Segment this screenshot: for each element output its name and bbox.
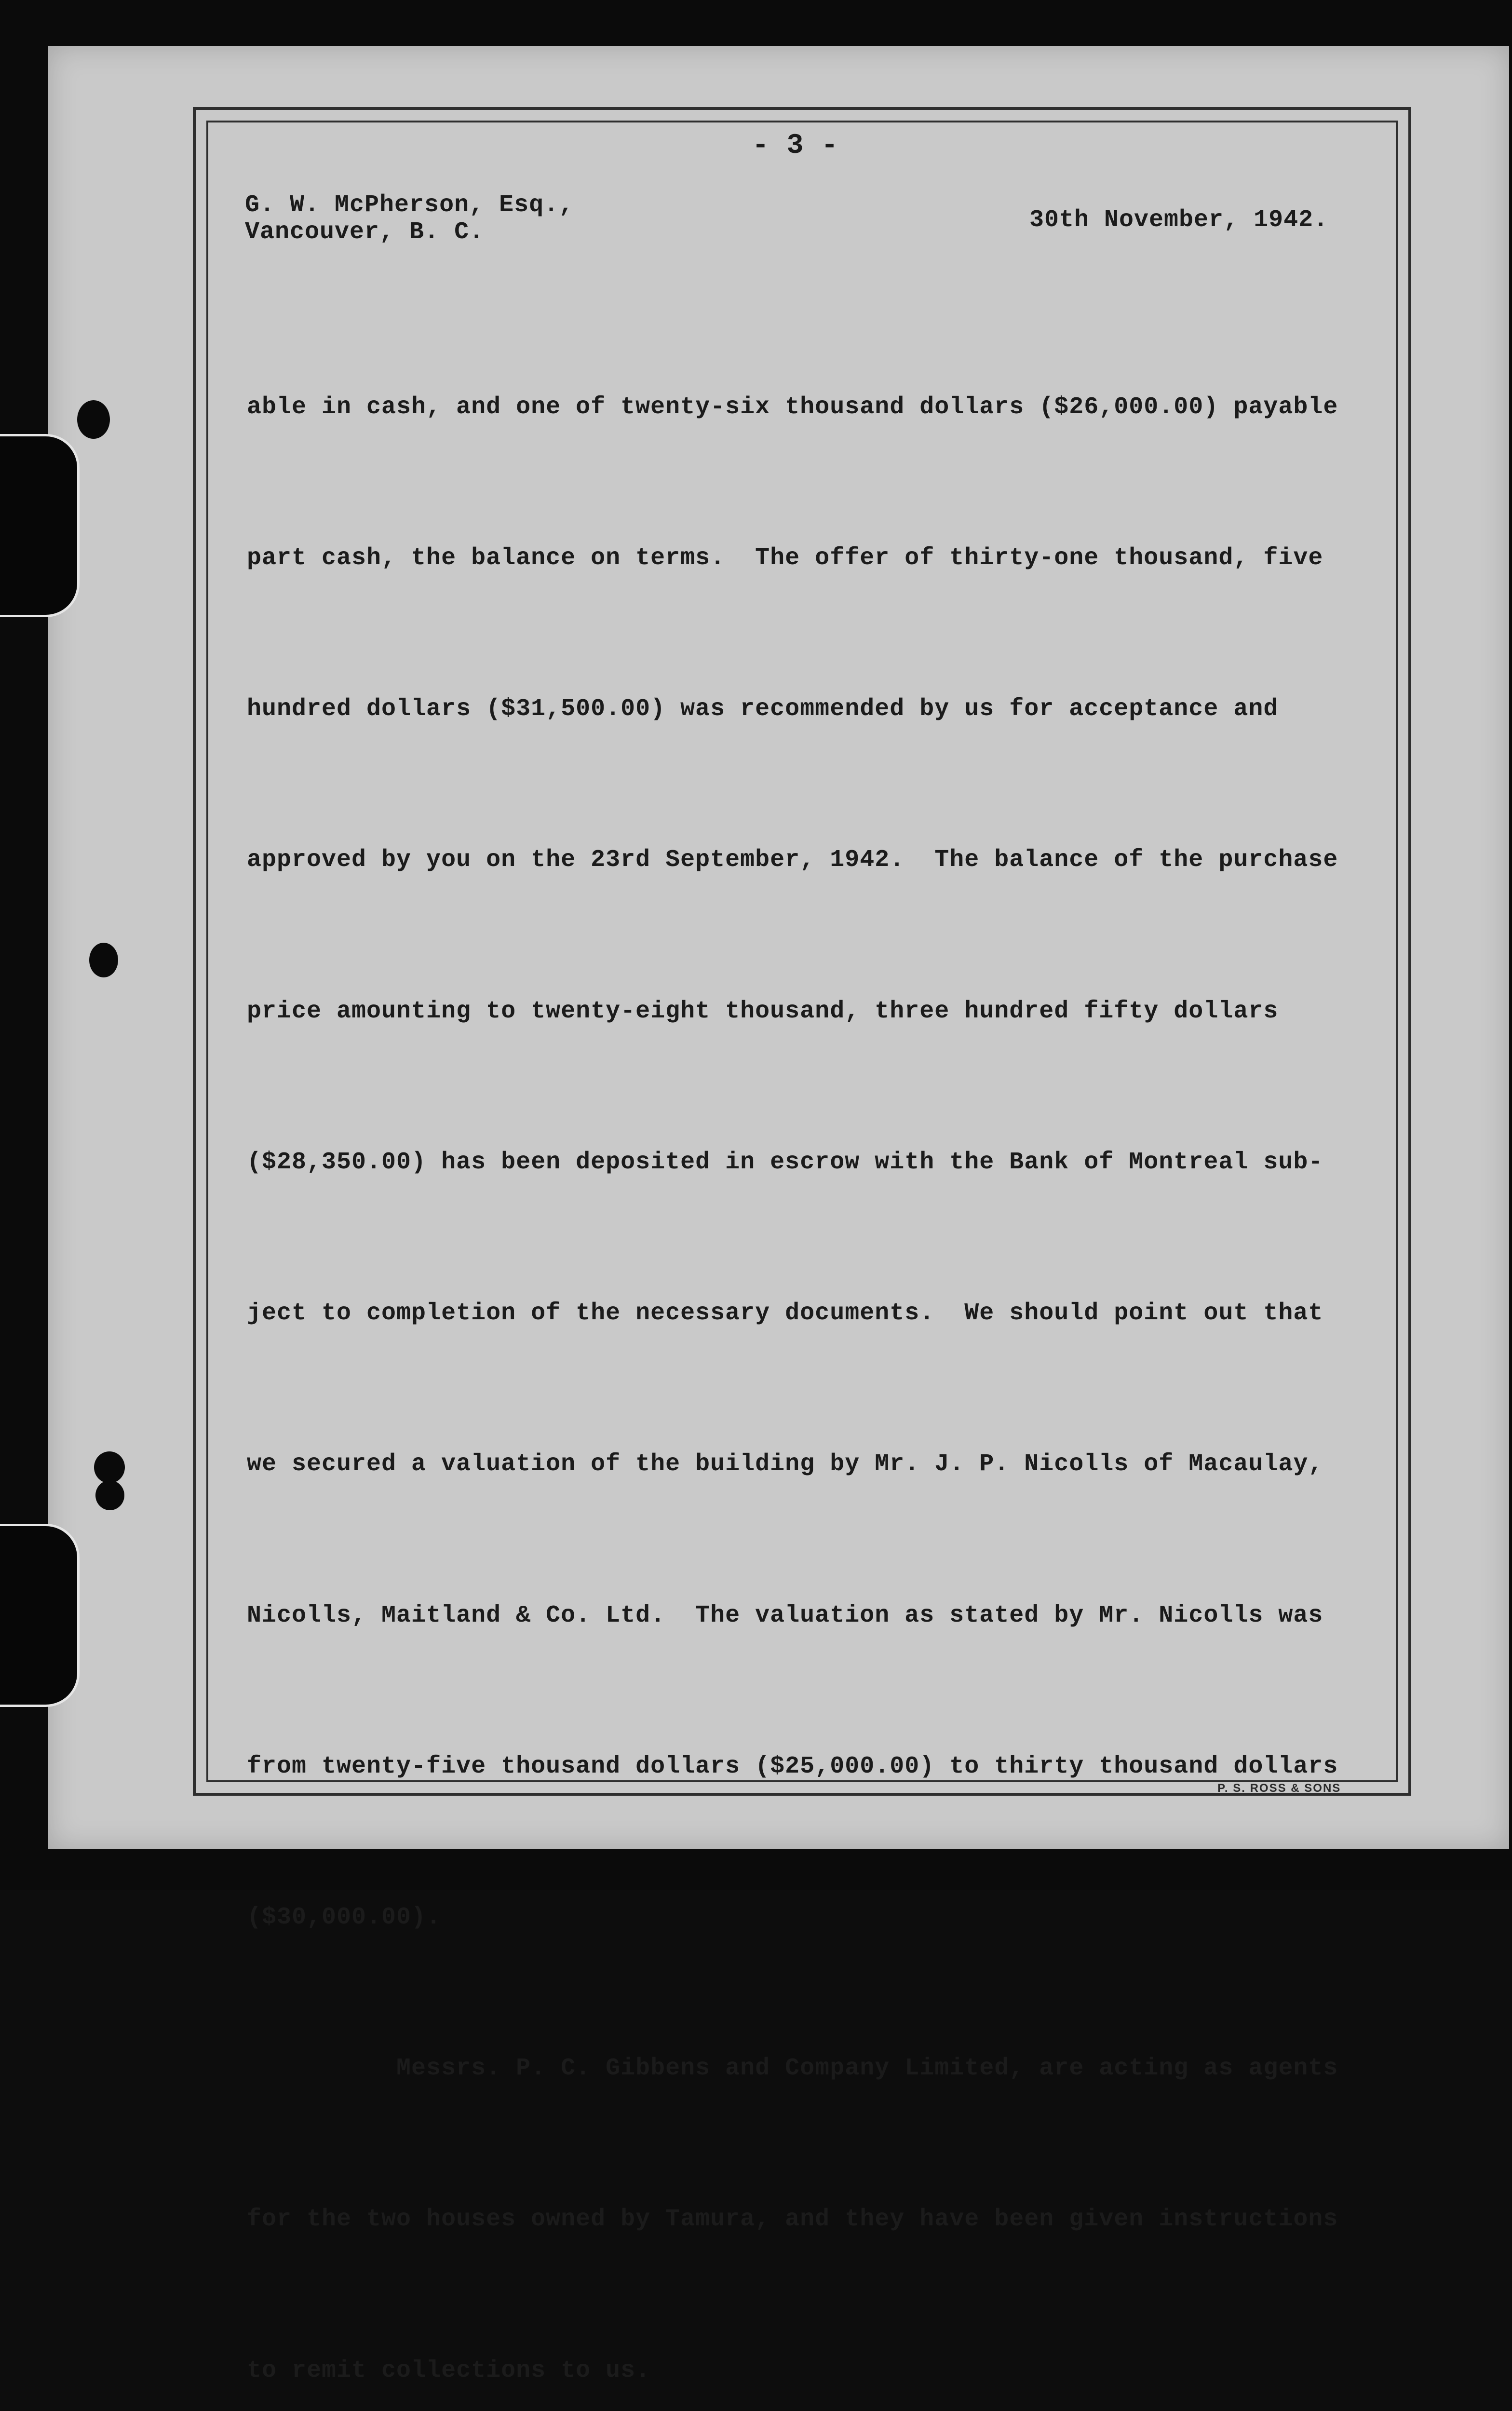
printer-mark: P. S. ROSS & SONS [1217,1782,1341,1795]
addressee-name: G. W. McPherson, Esq., [245,191,574,219]
punch-hole-lower-a [94,1451,125,1483]
addressee-block [245,192,574,246]
page-number: - 3 - [752,130,839,162]
body-line: hundred dollars ($31,500.00) was recommended by us for acceptance and [247,695,1279,723]
body-line: price amounting to twenty-eight thousand, three hundred fifty dollars [247,997,1279,1025]
body-line: ($30,000.00). [247,1904,442,1931]
addressee-city: Vancouver, B. C. [245,218,485,246]
body-line: ject to completion of the necessary documents. We should point out that [247,1300,1323,1327]
body-line: to remit collections to us. [247,2357,651,2384]
punch-hole-middle [89,943,118,977]
body-line: Messrs. P. C. Gibbens and Company Limited, are acting as agents [247,2055,1338,2083]
body-line: part cash, the balance on terms. The offer of thirty-one thousand, five [247,544,1323,572]
body-line: for the two houses owned by Tamura, and they have been given instructions [247,2206,1338,2234]
body-line: Nicolls, Maitland & Co. Ltd. The valuation as stated by Mr. Nicolls was [247,1601,1323,1629]
binder-tab-lower [0,1524,80,1707]
body-line: able in cash, and one of twenty-six thousand dollars ($26,000.00) payable [247,393,1338,421]
letter-date: 30th November, 1942. [1029,206,1329,234]
body-line: we secured a valuation of the building by Mr. J. P. Nicolls of Macaulay, [247,1450,1323,1478]
body-line: ($28,350.00) has been deposited in escrow with the Bank of Montreal sub- [247,1148,1323,1176]
body-line: approved by you on the 23rd September, 1942. The balance of the purchase [247,846,1338,874]
letter-body [247,282,1353,2411]
punch-hole-top [77,400,110,439]
body-line: from twenty-five thousand dollars ($25,000.00) to thirty thousand dollars [247,1752,1338,1780]
punch-hole-lower-b [95,1480,124,1510]
binder-tab-upper [0,434,80,617]
